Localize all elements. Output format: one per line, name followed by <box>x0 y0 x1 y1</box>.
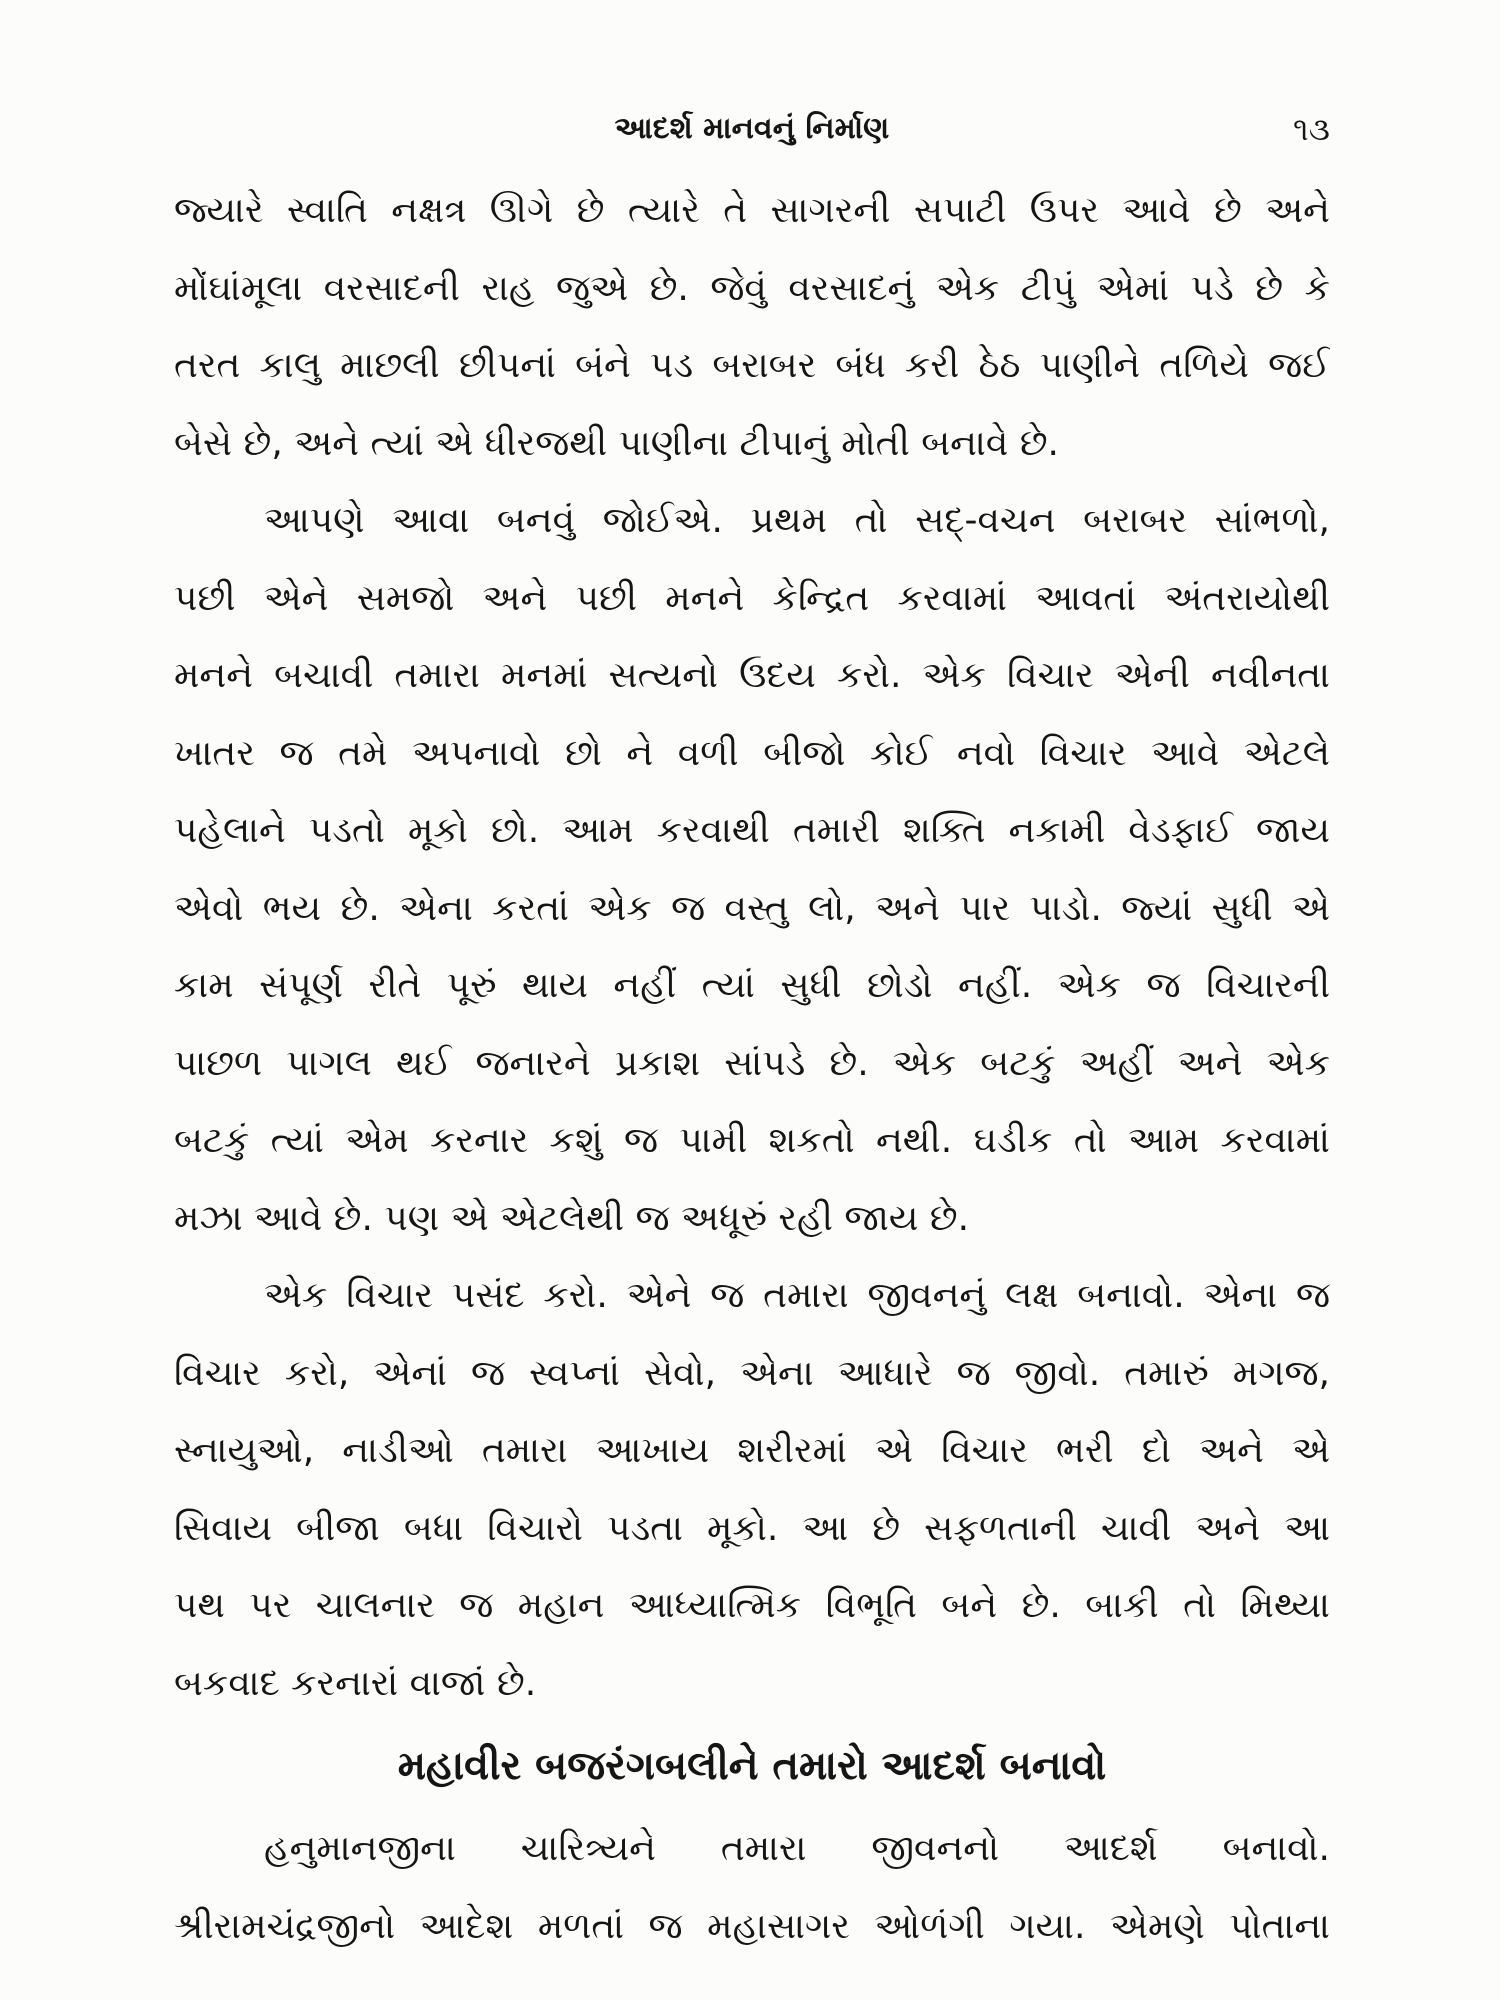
text-line: મોંઘાંમૂલા વરસાદની રાહ જુએ છે. જેવું વરસાદનું એક ટીપું એમાં પડે છે કે <box>174 267 1330 309</box>
text-line: એવો ભય છે. એના કરતાં એક જ વસ્તુ લો, અને પાર પાડો. જ્યાં સુધી એ <box>174 887 1330 929</box>
text-line: પછી એને સમજો અને પછી મનને કેન્દ્રિત કરવામાં આવતાં અંતરાયોથી <box>174 577 1330 619</box>
text-line: મનને બચાવી તમારા મનમાં સત્યનો ઉદય કરો. એક વિચાર એની નવીનતા <box>174 655 1330 696</box>
text-line: બટકું ત્યાં એમ કરનાર કશું જ પામી શકતો નથી. ઘડીક તો આમ કરવામાં <box>174 1120 1330 1161</box>
text-line: પાછળ પાગલ થઈ જનારને પ્રકાશ સાંપડે છે. એક બટકું અહીં અને એક <box>174 1042 1330 1084</box>
running-head <box>174 99 1330 159</box>
text-line: શ્રીરામચંદ્રજીનો આદેશ મળતાં જ મહાસાગર ઓળંગી ગયા. એમણે પોતાના <box>174 1905 1330 1947</box>
body-text <box>174 172 1330 1965</box>
text-line: સિવાય બીજા બધા વિચારો પડતા મૂકો. આ છે સફળતાની ચાવી અને આ <box>174 1507 1330 1549</box>
text-line: કામ સંપૂર્ણ રીતે પૂરું થાય નહીં ત્યાં સુધી છોડો નહીં. એક જ વિચારની <box>174 965 1330 1006</box>
text-line: મઝા આવે છે. પણ એ એટલેથી જ અધૂરું રહી જાય છે. <box>174 1197 970 1239</box>
text-line: બકવાદ કરનારાં વાજાં છે. <box>174 1662 537 1704</box>
text-line: હનુમાનજીના ચારિત્ર્યને તમારા જીવનનો આદર્શ બનાવો. <box>264 1828 1330 1869</box>
paragraph <box>174 172 1330 482</box>
text-line: એક વિચાર પસંદ કરો. એને જ તમારા જીવનનું લક્ષ બનાવો. એના જ <box>264 1275 1330 1316</box>
paragraph <box>174 1810 1330 1965</box>
text-line: વિચાર કરો, એનાં જ સ્વપ્નાં સેવો, એના આધારે જ જીવો. તમારું મગજ, <box>174 1352 1330 1394</box>
running-title: આદર્શ માનવનું નિર્માણ <box>614 111 890 146</box>
text-line: બેસે છે, અને ત્યાં એ ધીરજથી પાણીના ટીપાનું મોતી બનાવે છે. <box>174 422 1059 464</box>
text-line: પહેલાને પડતો મૂકો છો. આમ કરવાથી તમારી શક્તિ નકામી વેડફાઈ જાય <box>174 810 1330 851</box>
text-line: સ્નાયુઓ, નાડીઓ તમારા આખાય શરીરમાં એ વિચાર ભરી દો અને એ <box>174 1430 1330 1471</box>
paragraph <box>174 1257 1330 1722</box>
text-line: પથ પર ચાલનાર જ મહાન આધ્યાત્મિક વિભૂતિ બને છે. બાકી તો મિથ્યા <box>174 1585 1330 1626</box>
text-line: ખાતર જ તમે અપનાવો છો ને વળી બીજો કોઈ નવો વિચાર આવે એટલે <box>174 732 1330 774</box>
page-number: ૧૩ <box>1293 110 1330 148</box>
paragraph <box>174 482 1330 1257</box>
section-heading: મહાવીર બજરંગબલીને તમારો આદર્શ બનાવો <box>397 1743 1107 1789</box>
text-line: તરત કાલુ માછલી છીપનાં બંને પડ બરાબર બંધ કરી ઠેઠ પાણીને તળિયે જઈ <box>174 345 1330 386</box>
text-line: આપણે આવા બનવું જોઈએ. પ્રથમ તો સદ્-વચન બરાબર સાંભળો, <box>264 500 1330 541</box>
text-line: જ્યારે સ્વાતિ નક્ષત્ર ઊગે છે ત્યારે તે સાગરની સપાટી ઉપર આવે છે અને <box>174 190 1330 231</box>
